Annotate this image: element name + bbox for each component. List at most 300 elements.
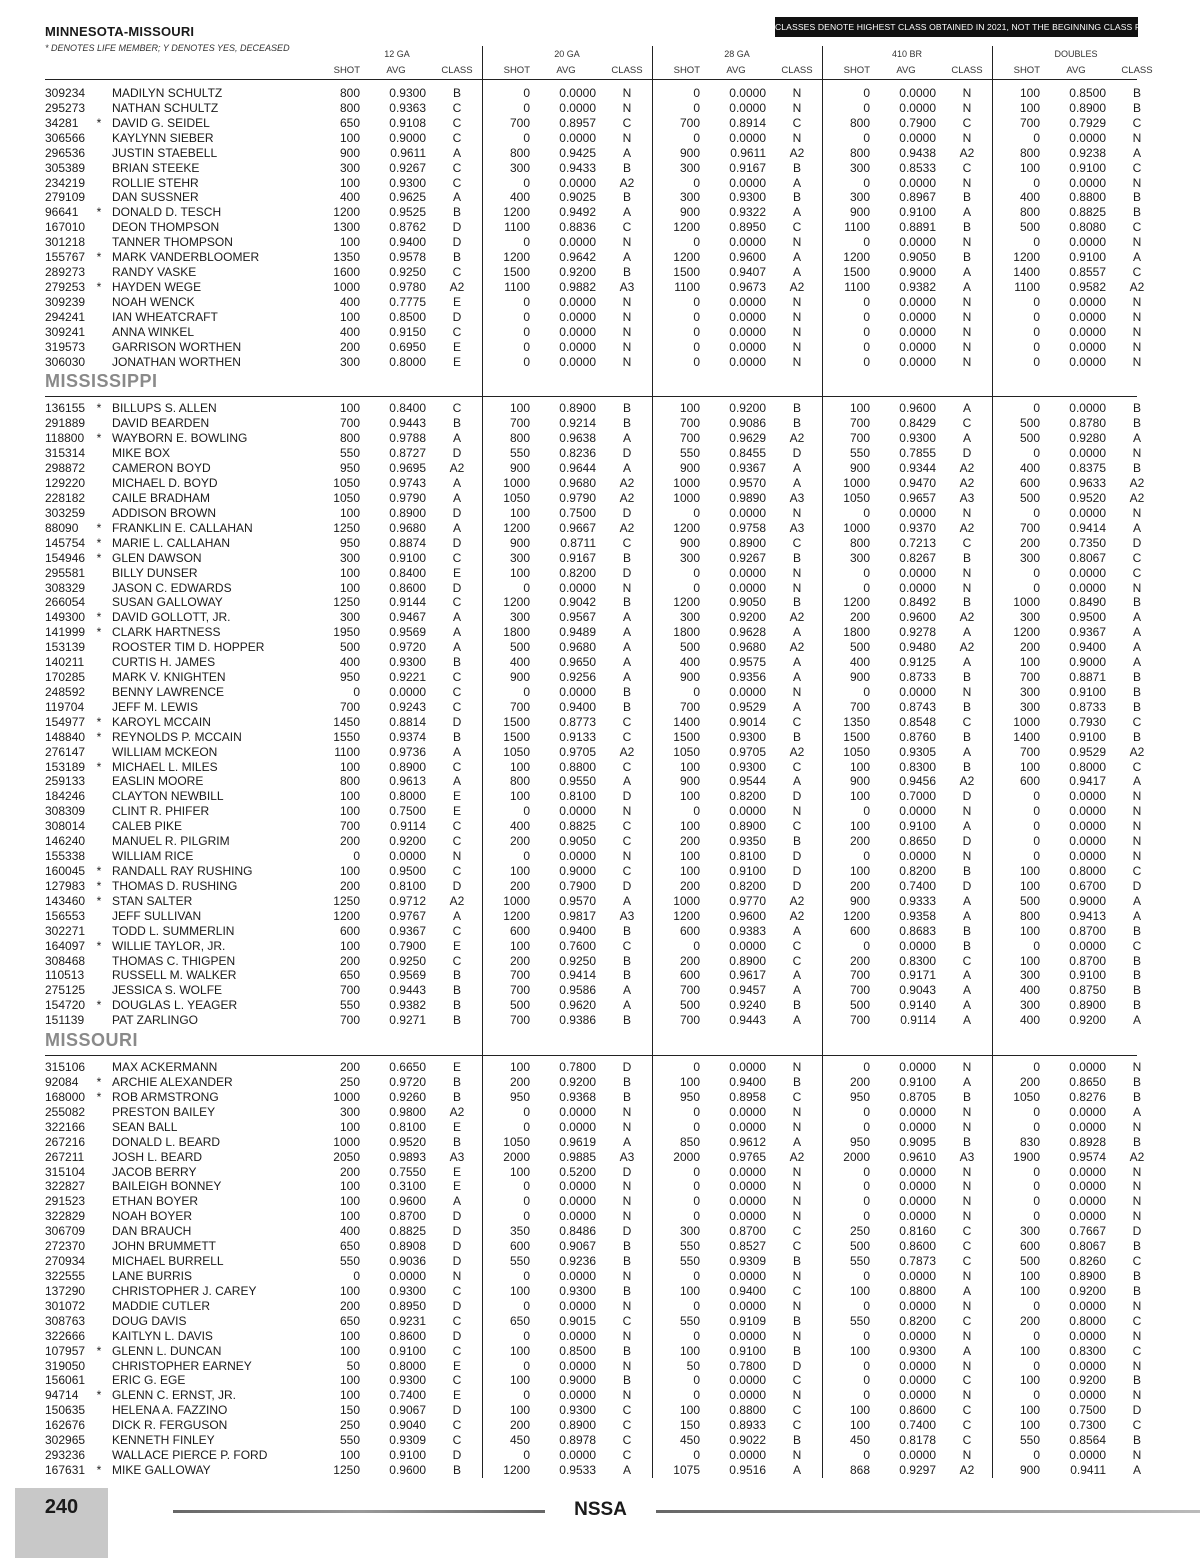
average: 0.7667 [1069, 1224, 1106, 1238]
member-id: 295581 [45, 566, 86, 580]
shot-count: 0 [1033, 566, 1040, 580]
shot-count: 0 [693, 1165, 700, 1179]
shot-count: 400 [509, 190, 530, 204]
shot-count: 250 [339, 1075, 360, 1089]
average: 0.0000 [729, 86, 766, 100]
shot-count: 1000 [503, 476, 530, 490]
class-value: N [1132, 176, 1142, 190]
member-name: CAMERON BOYD [112, 461, 211, 475]
average: 0.9758 [729, 521, 766, 535]
table-row [0, 1433, 1200, 1448]
average: 0.0000 [899, 1373, 936, 1387]
class-value: C [622, 939, 632, 953]
shot-count: 700 [509, 700, 530, 714]
member-id: 129220 [45, 476, 86, 490]
average: 0.0000 [729, 1388, 766, 1402]
class-value: N [962, 235, 972, 249]
class-value: N [792, 235, 802, 249]
member-name: CURTIS H. JAMES [112, 655, 216, 669]
member-name: MAX ACKERMANN [112, 1060, 218, 1074]
average: 0.8200 [899, 1314, 936, 1328]
class-value: N [622, 340, 632, 354]
column-heading: AVG [1066, 65, 1086, 76]
table-row [0, 968, 1200, 983]
average: 0.0000 [899, 1359, 936, 1373]
shot-count: 1200 [503, 1463, 530, 1477]
member-name: ROLLIE STEHR [112, 176, 199, 190]
shot-count: 1500 [843, 265, 870, 279]
shot-count: 0 [1033, 849, 1040, 863]
class-value: D [452, 1239, 462, 1253]
class-value: A [792, 924, 801, 938]
class-value: A2 [959, 1463, 975, 1477]
average: 0.8236 [559, 446, 596, 460]
shot-count: 950 [339, 670, 360, 684]
column-heading: SHOT [1013, 65, 1040, 76]
class-value: A2 [789, 610, 805, 624]
class-value: C [452, 176, 462, 190]
average: 0.9574 [1069, 1150, 1106, 1164]
average: 0.9356 [729, 670, 766, 684]
shot-count: 0 [863, 1060, 870, 1074]
average: 0.9520 [1069, 491, 1106, 505]
class-value: A [792, 670, 801, 684]
shot-count: 400 [1019, 983, 1040, 997]
shot-count: 200 [849, 1075, 870, 1089]
legend-note: * DENOTES LIFE MEMBER; Y DENOTES YES, DECEASED [45, 43, 290, 53]
class-value: B [792, 1075, 801, 1089]
member-id: 153189 [45, 760, 86, 774]
shot-count: 300 [849, 161, 870, 175]
class-value: C [792, 1239, 802, 1253]
shot-count: 0 [693, 1105, 700, 1119]
class-value: B [622, 401, 631, 415]
average: 0.0000 [899, 804, 936, 818]
class-value: C [792, 1284, 802, 1298]
average: 0.9100 [899, 1075, 936, 1089]
class-value: D [962, 789, 972, 803]
average: 0.0000 [559, 325, 596, 339]
life-member-mark: * [96, 879, 102, 893]
shot-count: 700 [849, 968, 870, 982]
member-name: ROOSTER TIM D. HOPPER [112, 640, 265, 654]
average: 0.9582 [1069, 280, 1106, 294]
average: 0.0000 [1069, 1329, 1106, 1343]
average: 0.9425 [559, 146, 596, 160]
class-value: A2 [959, 521, 975, 535]
shot-count: 300 [339, 1105, 360, 1119]
shot-count: 300 [1019, 700, 1040, 714]
class-value: C [1132, 551, 1142, 565]
class-value: E [452, 566, 461, 580]
member-id: 110513 [45, 968, 85, 982]
class-value: D [1132, 879, 1142, 893]
shot-count: 0 [863, 235, 870, 249]
class-value: C [962, 161, 972, 175]
member-id: 234219 [45, 176, 86, 190]
average: 0.8375 [1069, 461, 1106, 475]
member-name: KAROYL MCCAIN [112, 715, 211, 729]
class-value: C [452, 131, 462, 145]
average: 0.8650 [1069, 1075, 1106, 1089]
average: 0.9133 [559, 730, 596, 744]
shot-count: 400 [509, 655, 530, 669]
shot-count: 200 [849, 610, 870, 624]
shot-count: 1800 [673, 625, 700, 639]
average: 0.7300 [1069, 1418, 1106, 1432]
average: 0.7800 [559, 1060, 596, 1074]
member-name: WILLIE TAYLOR, JR. [112, 939, 226, 953]
shot-count: 900 [849, 894, 870, 908]
shot-count: 900 [849, 774, 870, 788]
average: 0.0000 [559, 1269, 596, 1283]
class-value: B [962, 1135, 971, 1149]
column-heading: SHOT [503, 65, 530, 76]
average: 0.7400 [389, 1388, 426, 1402]
average: 0.0000 [729, 1299, 766, 1313]
class-value: A [962, 745, 971, 759]
average: 0.8800 [899, 1284, 936, 1298]
class-value: N [1132, 506, 1142, 520]
shot-count: 0 [863, 506, 870, 520]
class-value: A [792, 625, 801, 639]
member-id: 167010 [45, 220, 86, 234]
member-id: 275125 [45, 983, 86, 997]
class-value: B [962, 670, 971, 684]
member-id: 155767 [45, 250, 86, 264]
class-value: E [452, 1179, 461, 1193]
class-value: A [622, 250, 631, 264]
life-member-mark: * [96, 730, 102, 744]
average: 0.9200 [729, 610, 766, 624]
average: 0.9628 [729, 625, 766, 639]
shot-count: 800 [509, 774, 530, 788]
shot-count: 200 [679, 879, 700, 893]
average: 0.0000 [1069, 581, 1106, 595]
shot-count: 100 [1019, 954, 1040, 968]
shot-count: 100 [1019, 86, 1040, 100]
class-value: A [792, 774, 801, 788]
class-value: C [452, 864, 462, 878]
shot-count: 0 [1033, 1359, 1040, 1373]
class-value: C [962, 1403, 972, 1417]
shot-count: 200 [679, 954, 700, 968]
class-value: B [1132, 954, 1141, 968]
class-value: D [622, 1060, 632, 1074]
average: 0.0000 [729, 325, 766, 339]
member-name: WILLIAM RICE [112, 849, 194, 863]
shot-count: 200 [849, 834, 870, 848]
class-value: B [1132, 1284, 1141, 1298]
average: 0.7350 [1069, 536, 1106, 550]
shot-count: 100 [339, 235, 360, 249]
table-row [0, 551, 1200, 566]
average: 0.9600 [389, 1463, 426, 1477]
page-title: MINNESOTA-MISSOURI [45, 24, 195, 39]
member-name: ANNA WINKEL [112, 325, 195, 339]
member-name: LANE BURRIS [112, 1269, 193, 1283]
member-name: DAN SUSSNER [112, 190, 199, 204]
average: 0.8908 [389, 1239, 426, 1253]
class-value: B [622, 551, 631, 565]
class-value: N [792, 566, 802, 580]
class-value: A2 [789, 909, 805, 923]
table-row [0, 625, 1200, 640]
average: 0.9529 [1069, 745, 1106, 759]
class-value: A [962, 280, 971, 294]
class-value: N [622, 1194, 632, 1208]
average: 0.9613 [389, 774, 426, 788]
shot-count: 1100 [504, 220, 530, 234]
class-value: A [792, 461, 801, 475]
shot-count: 100 [679, 1344, 700, 1358]
class-value: A [1132, 1463, 1141, 1477]
table-row [0, 205, 1200, 220]
class-value: C [962, 416, 972, 430]
class-value: A2 [449, 1105, 465, 1119]
shot-count: 0 [1033, 1120, 1040, 1134]
class-value: A [1132, 655, 1141, 669]
class-value: N [962, 295, 972, 309]
table-row [0, 879, 1200, 894]
member-name: GLEN DAWSON [112, 551, 202, 565]
shot-count: 0 [863, 1359, 870, 1373]
average: 0.9344 [899, 461, 936, 475]
shot-count: 100 [1019, 1344, 1040, 1358]
shot-count: 0 [523, 1448, 530, 1462]
member-id: 306566 [45, 131, 86, 145]
class-value: B [792, 1254, 801, 1268]
average: 0.9386 [559, 1013, 596, 1027]
average: 0.8900 [729, 536, 766, 550]
member-id: 156553 [45, 909, 86, 923]
class-value: N [792, 295, 802, 309]
footer-brand: NSSA [574, 1499, 627, 1520]
average: 0.9100 [729, 864, 766, 878]
average: 0.9125 [899, 655, 936, 669]
class-value: N [1132, 804, 1142, 818]
member-id: 154977 [45, 715, 86, 729]
average: 0.0000 [729, 340, 766, 354]
class-value: A2 [789, 745, 805, 759]
average: 0.8900 [729, 819, 766, 833]
class-value: B [1132, 1433, 1141, 1447]
section-rule [45, 1055, 1137, 1056]
class-value: B [1132, 685, 1141, 699]
shot-count: 0 [353, 849, 360, 863]
class-value: A2 [959, 774, 975, 788]
member-id: 136155 [45, 401, 86, 415]
column-heading: CLASS [1121, 65, 1153, 76]
shot-count: 1200 [843, 909, 870, 923]
class-value: N [962, 1105, 972, 1119]
class-value: C [452, 1373, 462, 1387]
shot-count: 0 [1033, 804, 1040, 818]
average: 0.9489 [559, 625, 596, 639]
member-id: 151139 [45, 1013, 85, 1027]
shot-count: 0 [863, 295, 870, 309]
average: 0.8760 [899, 730, 936, 744]
average: 0.0000 [1069, 355, 1106, 369]
class-value: B [1132, 1239, 1141, 1253]
column-heading: AVG [386, 65, 406, 76]
class-value: A [622, 1135, 631, 1149]
class-value: D [452, 1224, 462, 1238]
shot-count: 900 [679, 774, 700, 788]
average: 0.7900 [389, 939, 426, 953]
shot-count: 1000 [843, 521, 870, 535]
table-row [0, 1075, 1200, 1090]
average: 0.9443 [389, 983, 426, 997]
class-value: N [792, 1060, 802, 1074]
average: 0.0000 [559, 1105, 596, 1119]
average: 0.9600 [729, 250, 766, 264]
member-id: 248592 [45, 685, 86, 699]
table-row [0, 1165, 1200, 1180]
shot-count: 2000 [503, 1150, 530, 1164]
member-id: 298872 [45, 461, 86, 475]
average: 0.8800 [1069, 190, 1106, 204]
shot-count: 100 [339, 864, 360, 878]
shot-count: 0 [693, 86, 700, 100]
class-value: C [1132, 1344, 1142, 1358]
average: 0.9400 [559, 924, 596, 938]
shot-count: 100 [849, 1418, 870, 1432]
column-heading: AVG [896, 65, 916, 76]
shot-count: 200 [339, 954, 360, 968]
class-value: N [622, 86, 632, 100]
shot-count: 100 [509, 1165, 530, 1179]
class-value: A2 [1129, 280, 1145, 294]
shot-count: 0 [523, 235, 530, 249]
table-row [0, 1105, 1200, 1120]
shot-count: 1200 [333, 909, 360, 923]
class-value: A [452, 909, 461, 923]
class-value: N [792, 506, 802, 520]
member-name: KAITLYN L. DAVIS [112, 1329, 213, 1343]
shot-count: 900 [509, 461, 530, 475]
shot-count: 1400 [1013, 265, 1040, 279]
average: 0.9231 [389, 1314, 426, 1328]
average: 0.9300 [559, 1403, 596, 1417]
shot-count: 500 [1019, 220, 1040, 234]
average: 0.9200 [1069, 1373, 1106, 1387]
class-value: C [962, 1418, 972, 1432]
member-name: NOAH WENCK [112, 295, 195, 309]
class-value: B [622, 685, 631, 699]
class-value: C [452, 1314, 462, 1328]
member-name: MANUEL R. PILGRIM [112, 834, 230, 848]
average: 0.8891 [899, 220, 936, 234]
member-id: 309234 [45, 86, 86, 100]
life-member-mark: * [96, 864, 102, 878]
table-row [0, 1090, 1200, 1105]
shot-count: 500 [679, 640, 700, 654]
class-value: B [452, 416, 461, 430]
shot-count: 500 [339, 640, 360, 654]
class-value: N [792, 804, 802, 818]
table-row [0, 804, 1200, 819]
shot-count: 0 [863, 1373, 870, 1387]
class-value: B [452, 655, 461, 669]
class-value: D [622, 1165, 632, 1179]
average: 0.0000 [729, 355, 766, 369]
class-value: N [962, 1060, 972, 1074]
class-value: D [962, 834, 972, 848]
shot-count: 0 [693, 1194, 700, 1208]
average: 0.9300 [729, 730, 766, 744]
average: 0.9383 [729, 924, 766, 938]
table-row [0, 1224, 1200, 1239]
life-member-mark: * [96, 280, 102, 294]
class-value: N [1132, 1359, 1142, 1373]
class-value: N [792, 310, 802, 324]
class-value: D [622, 789, 632, 803]
shot-count: 0 [523, 1299, 530, 1313]
footer-rule-left [173, 1510, 545, 1513]
shot-count: 300 [339, 551, 360, 565]
shot-count: 0 [863, 340, 870, 354]
shot-count: 0 [693, 235, 700, 249]
member-name: GARRISON WORTHEN [112, 340, 242, 354]
class-value: B [622, 416, 631, 430]
footer-rule-right [656, 1510, 1200, 1513]
table-row [0, 1299, 1200, 1314]
class-value: B [962, 760, 971, 774]
shot-count: 700 [679, 416, 700, 430]
average: 0.7600 [559, 939, 596, 953]
class-value: N [962, 506, 972, 520]
life-member-mark: * [96, 521, 102, 535]
shot-count: 900 [679, 536, 700, 550]
class-value: B [622, 1075, 631, 1089]
class-value: C [452, 760, 462, 774]
average: 0.0000 [899, 1060, 936, 1074]
member-id: 308014 [45, 819, 86, 833]
class-value: N [792, 1209, 802, 1223]
shot-count: 700 [679, 1013, 700, 1027]
class-value: A [622, 983, 631, 997]
shot-count: 0 [863, 566, 870, 580]
average: 0.0000 [729, 1329, 766, 1343]
average: 0.8267 [899, 551, 936, 565]
average: 0.9015 [559, 1314, 596, 1328]
average: 0.9040 [389, 1418, 426, 1432]
average: 0.0000 [389, 849, 426, 863]
average: 0.9720 [389, 1075, 426, 1089]
average: 0.0000 [389, 1269, 426, 1283]
shot-count: 950 [679, 1090, 700, 1104]
shot-count: 1800 [843, 625, 870, 639]
table-row [0, 1013, 1200, 1028]
class-value: N [792, 355, 802, 369]
average: 0.8814 [389, 715, 426, 729]
average: 0.8950 [389, 1299, 426, 1313]
column-heading: SHOT [673, 65, 700, 76]
member-id: 259133 [45, 774, 86, 788]
average: 0.0000 [899, 86, 936, 100]
average: 0.9100 [1069, 968, 1106, 982]
shot-count: 700 [339, 1013, 360, 1027]
average: 0.9600 [899, 610, 936, 624]
shot-count: 50 [686, 1359, 700, 1373]
shot-count: 0 [1033, 1388, 1040, 1402]
member-id: 322166 [45, 1120, 86, 1134]
class-value: A [1132, 909, 1141, 923]
shot-count: 868 [849, 1463, 870, 1477]
average: 0.9400 [389, 235, 426, 249]
class-value: N [1132, 1299, 1142, 1313]
